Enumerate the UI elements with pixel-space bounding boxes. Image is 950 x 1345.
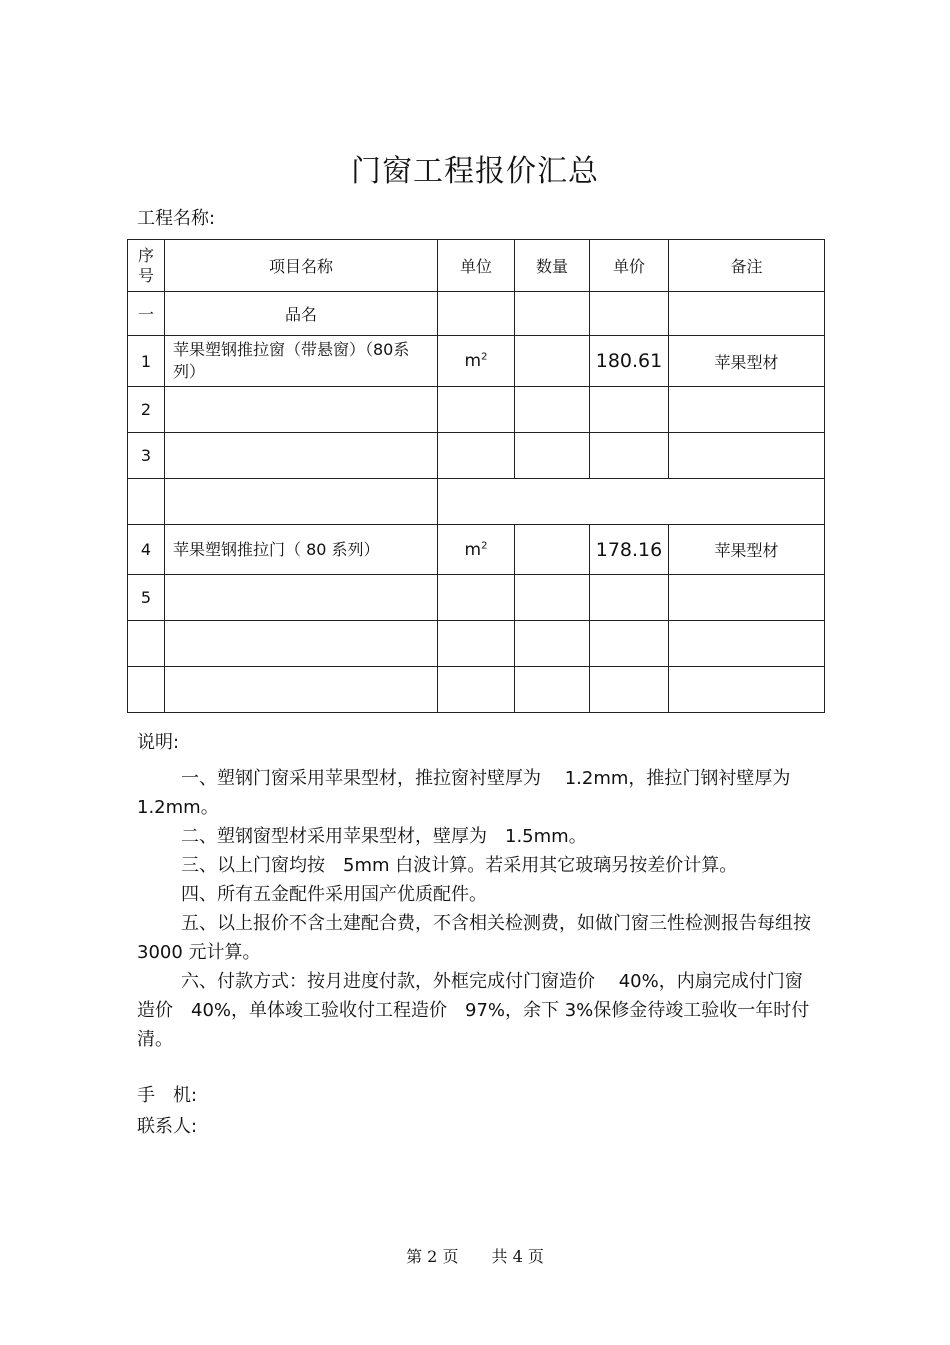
notes-section [137, 764, 829, 1054]
note-item: 六、付款方式：按月进度付款，外框完成付门窗造价 40%，内扇完成付门窗造价 40%，单体竣工验收付工程造价 97%，余下 3%保修金待竣工验收一年时付清。 [137, 971, 810, 1050]
note-item: 三、以上门窗均按 5mm 白波计算。若采用其它玻璃另按差价计算。 [181, 855, 738, 876]
row-price: 180.61 [590, 336, 669, 387]
header-unit: 单位 [438, 240, 515, 292]
page-total: 共 4 页 [491, 1247, 544, 1266]
table-row [128, 387, 825, 433]
empty-cell [669, 292, 825, 336]
row-seq: 2 [128, 387, 165, 433]
note-item: 五、以上报价不含土建配合费，不含相关检测费，如做门窗三性检测报告每组按 3000 元计算。 [137, 913, 829, 963]
unit-base: m [464, 351, 482, 371]
header-qty: 数量 [515, 240, 590, 292]
unit-base: m [464, 539, 482, 560]
row-item-name [165, 387, 438, 433]
row-price [590, 433, 669, 479]
empty-row [128, 621, 825, 667]
note-item: 一、塑钢门窗采用苹果型材，推拉窗衬壁厚为 1.2mm，推拉门钢衬壁厚为 1.2mm。 [137, 768, 791, 818]
category-name: 品名 [165, 292, 438, 336]
row-qty [515, 387, 590, 433]
header-remark: 备注 [669, 240, 825, 292]
row-remark [669, 575, 825, 621]
table-row [128, 336, 825, 387]
empty-cell [128, 667, 165, 713]
empty-cell [515, 292, 590, 336]
row-seq: 3 [128, 433, 165, 479]
row-seq: 5 [128, 575, 165, 621]
table-row [128, 575, 825, 621]
row-unit [438, 336, 515, 387]
unit-sup: 2 [481, 351, 488, 363]
empty-cell [165, 479, 438, 525]
row-qty [515, 525, 590, 575]
row-price [590, 387, 669, 433]
row-remark [669, 433, 825, 479]
empty-cell [438, 667, 515, 713]
row-qty [515, 433, 590, 479]
note-item: 四、所有五金配件采用国产优质配件。 [181, 884, 487, 905]
empty-row [128, 667, 825, 713]
merged-row [128, 479, 825, 525]
row-qty [515, 336, 590, 387]
page-number: 第 2 页 [406, 1247, 459, 1266]
page-title: 门窗工程报价汇总 [351, 154, 599, 189]
row-item-name [165, 575, 438, 621]
header-name: 项目名称 [165, 240, 438, 292]
row-unit [438, 575, 515, 621]
empty-cell [669, 667, 825, 713]
quote-table [127, 239, 825, 713]
table-header-row [128, 240, 825, 292]
row-qty [515, 575, 590, 621]
empty-cell [438, 292, 515, 336]
row-remark: 苹果型材 [669, 336, 825, 387]
notes-label: 说明: [137, 732, 180, 753]
empty-cell [438, 621, 515, 667]
table-row [128, 433, 825, 479]
header-price: 单价 [590, 240, 669, 292]
table-row [128, 525, 825, 575]
empty-cell [669, 621, 825, 667]
merged-cell [438, 479, 825, 525]
row-seq: 4 [128, 525, 165, 575]
page-footer [0, 1244, 950, 1267]
empty-cell [590, 292, 669, 336]
row-remark: 苹果型材 [669, 525, 825, 575]
row-item-name [165, 433, 438, 479]
category-seq: 一 [128, 292, 165, 336]
row-unit [438, 387, 515, 433]
unit-sup: 2 [481, 539, 488, 551]
empty-cell [165, 667, 438, 713]
empty-cell [128, 621, 165, 667]
row-unit [438, 525, 515, 575]
row-unit [438, 433, 515, 479]
category-row [128, 292, 825, 336]
project-name-label: 工程名称: [137, 208, 216, 229]
phone-label: 手 机: [137, 1085, 198, 1106]
row-item-name: 苹果塑钢推拉门（ 80 系列） [165, 525, 438, 575]
header-seq: 序号 [128, 240, 165, 292]
empty-cell [590, 621, 669, 667]
contact-section [137, 1080, 197, 1142]
empty-cell [128, 479, 165, 525]
row-price: 178.16 [590, 525, 669, 575]
row-remark [669, 387, 825, 433]
row-seq: 1 [128, 336, 165, 387]
note-item: 二、塑钢窗型材采用苹果型材，壁厚为 1.5mm。 [181, 826, 587, 847]
empty-cell [165, 621, 438, 667]
empty-cell [590, 667, 669, 713]
row-price [590, 575, 669, 621]
empty-cell [515, 667, 590, 713]
row-item-name: 苹果塑钢推拉窗（带悬窗）（80系列） [165, 336, 438, 387]
contact-person-label: 联系人: [137, 1116, 198, 1137]
empty-cell [515, 621, 590, 667]
